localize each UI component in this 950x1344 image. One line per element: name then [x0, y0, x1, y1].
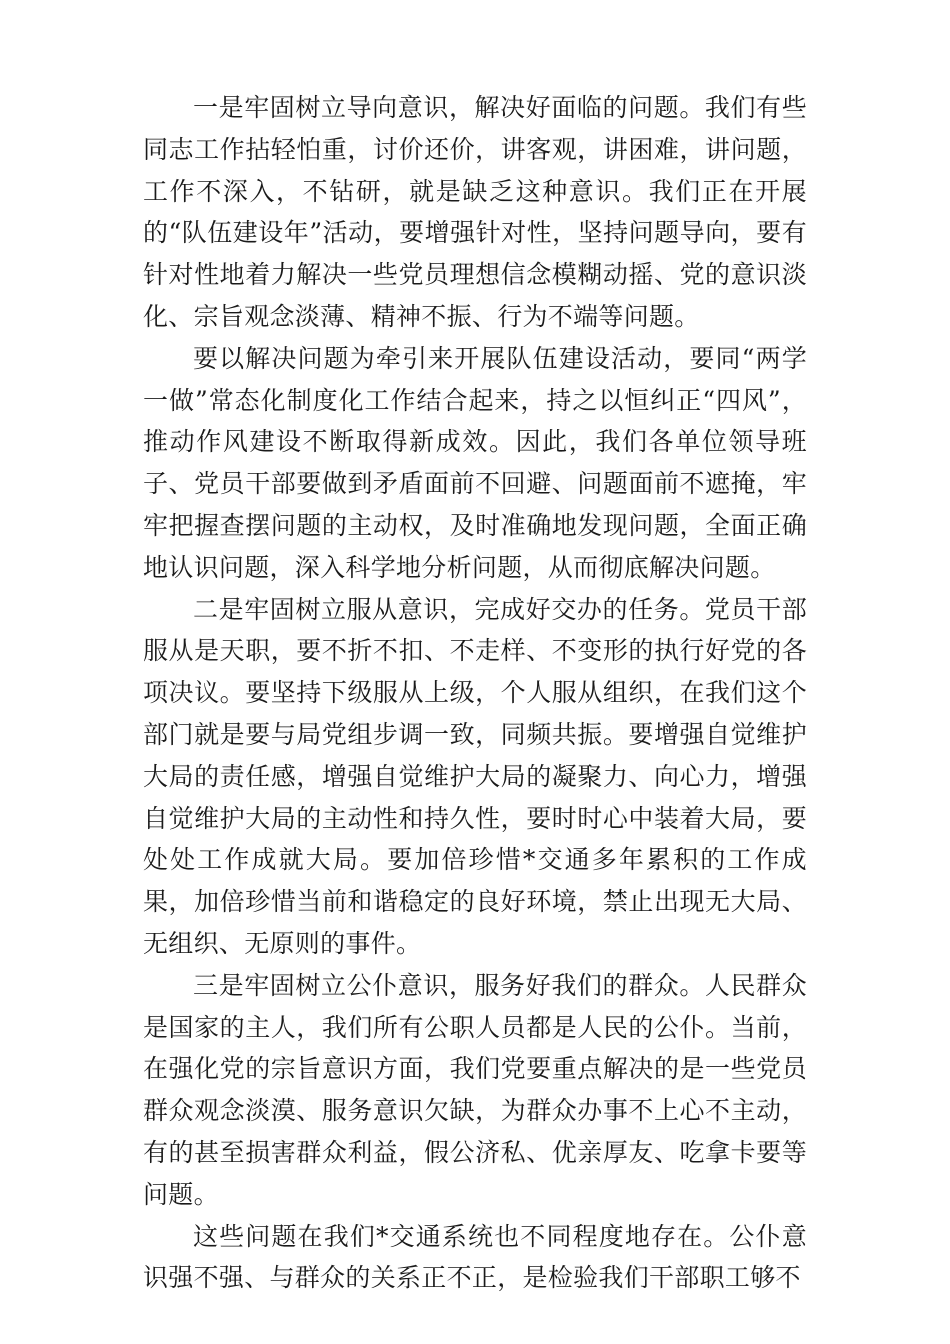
paragraph-obedience-awareness: 二是牢固树立服从意识，完成好交办的任务。党员干部服从是天职，要不折不扣、不走样、不变形的执行好党的各项决议。要坚持下级服从上级，个人服从组织，在我们这个部门就是要与局党组步调一致，同频共振。要增强自觉维护大局的责任感，增强自觉维护大局的凝聚力、向心力，增强自觉维护大局的主动性和持久性，要时时心中装着大局，要处处工作成就大局。要加倍珍惜*交通多年累积的工作成果，加倍珍惜当前和谐稳定的良好环境，禁止出现无大局、无组织、无原则的事件。 [143, 594, 807, 958]
document-body [143, 87, 807, 1299]
paragraph-system-issues: 这些问题在我们*交通系统也不同程度地存在。公仆意识强不强、与群众的关系正不正，是检验我们干部职工够不 [143, 1221, 807, 1293]
paragraph-servant-awareness: 三是牢固树立公仆意识，服务好我们的群众。人民群众是国家的主人，我们所有公职人员都是人民的公仆。当前，在强化党的宗旨意识方面，我们党要重点解决的是一些党员群众观念淡漠、服务意识欠缺，为群众办事不上心不主动，有的甚至损害群众利益，假公济私、优亲厚友、吃拿卡要等问题。 [143, 970, 807, 1209]
paragraph-guidance-awareness: 一是牢固树立导向意识，解决好面临的问题。我们有些同志工作拈轻怕重，讨价还价，讲客观，讲困难，讲问题，工作不深入，不钻研，就是缺乏这种意识。我们正在开展的“队伍建设年”活动，要增强针对性，坚持问题导向，要有针对性地着力解决一些党员理想信念模糊动摇、党的意识淡化、宗旨观念淡薄、精神不振、行为不端等问题。 [143, 93, 807, 331]
paragraph-problem-solving: 要以解决问题为牵引来开展队伍建设活动，要同“两学一做”常态化制度化工作结合起来，持之以恒纠正“四风”，推动作风建设不断取得新成效。因此，我们各单位领导班子、党员干部要做到矛盾面前不回避、问题面前不遮掩，牢牢把握查摆问题的主动权，及时准确地发现问题，全面正确地认识问题，深入科学地分析问题，从而彻底解决问题。 [143, 343, 807, 582]
